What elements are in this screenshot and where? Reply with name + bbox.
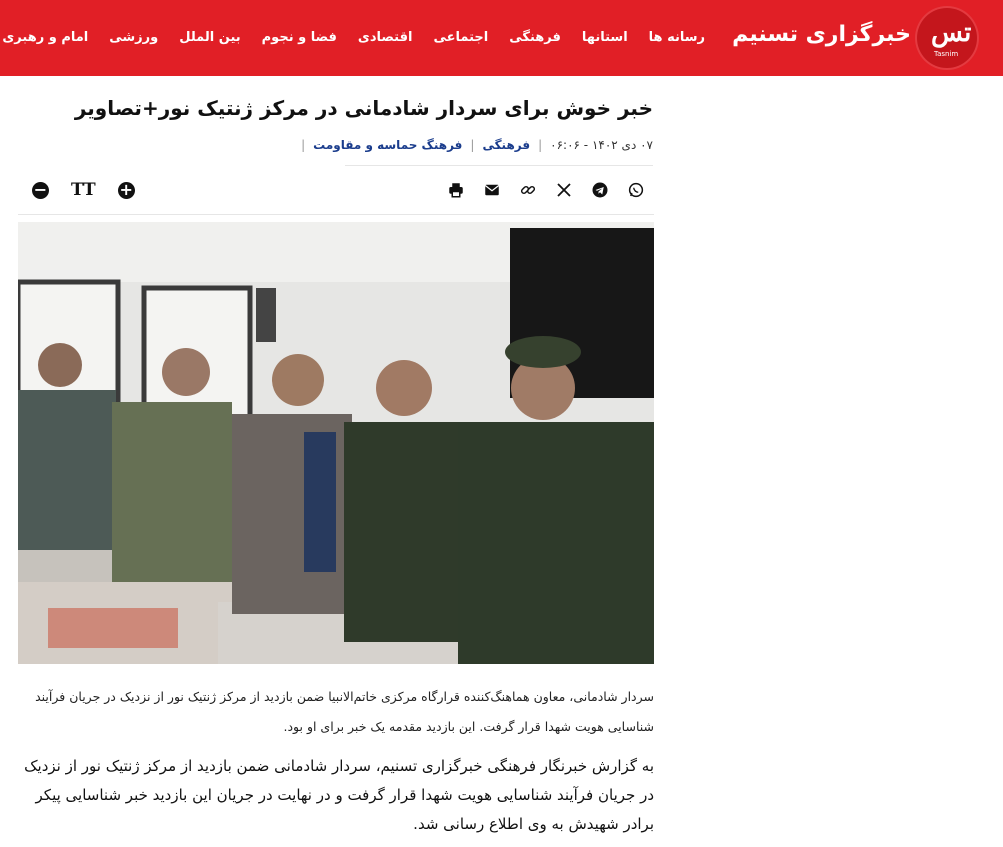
print-icon[interactable] <box>446 180 466 200</box>
article-title: خبر خوش برای سردار شادمانی در مرکز ژنتیک نور+تصاویر <box>74 96 653 120</box>
photo-caption: سردار شادمانی، معاون هماهنگ‌کننده قرارگاه مرکزی خاتم‌الانبیا ضمن بازدید از مرکز ژنتیک نور از نزدیک در جریان فرآیند شناسایی هویت شهدا قرار گرفت. این بازدید مقدمه یک خبر برای او بود. <box>35 689 654 734</box>
increase-font-button[interactable]: + <box>119 179 133 199</box>
email-icon[interactable] <box>482 180 502 200</box>
nav-item-international[interactable]: بین الملل <box>179 30 241 45</box>
tasnim-logo[interactable] <box>917 8 977 68</box>
nav-item-social[interactable]: اجتماعی <box>433 30 489 45</box>
nav-item-culture[interactable]: فرهنگی <box>509 30 561 45</box>
meta-divider: | <box>301 138 306 152</box>
divider <box>345 165 653 166</box>
nav-item-leader[interactable]: امام و رهبری <box>2 30 89 45</box>
nav-item-media[interactable]: رسانه ها <box>648 30 705 45</box>
logo-text[interactable]: خبرگزاری تسنیم <box>732 22 911 47</box>
logo-sub: Tasnim <box>934 50 959 58</box>
telegram-icon[interactable] <box>590 180 610 200</box>
tag-link[interactable]: فرهنگ حماسه و مقاومت <box>313 138 463 152</box>
nav-item-economy[interactable]: اقتصادی <box>357 30 413 45</box>
font-size-toolbar <box>32 180 135 200</box>
nav-item-sports[interactable]: ورزشی <box>109 30 159 45</box>
meta-divider: | <box>470 138 475 152</box>
meta-divider: | <box>538 138 543 152</box>
top-navbar <box>0 0 1003 76</box>
whatsapp-icon[interactable] <box>626 180 646 200</box>
divider <box>18 214 654 215</box>
nav-item-space[interactable]: فضا و نجوم <box>261 30 337 45</box>
decrease-font-button[interactable]: − <box>33 179 48 199</box>
article-date: ۰۷ دی ۱۴۰۲ - ۰۶:۰۶ <box>550 138 653 152</box>
share-toolbar <box>446 180 646 200</box>
article-meta <box>301 138 653 152</box>
category-link[interactable]: فرهنگی <box>482 138 531 152</box>
logo-mark: تس <box>931 18 972 48</box>
main-nav <box>0 30 705 45</box>
article-photo <box>18 222 654 664</box>
x-icon[interactable] <box>554 180 574 200</box>
nav-item-provinces[interactable]: استانها <box>581 30 628 45</box>
link-icon[interactable] <box>518 180 538 200</box>
font-size-icon: TT <box>71 180 96 200</box>
article-body: به گزارش خبرنگار فرهنگی خبرگزاری تسنیم، سردار شادمانی ضمن بازدید از مرکز ژنتیک نور از نزدیک در جریان فرآیند شناسایی هویت شهدا قرار گرفت و در نهایت در جریان این بازدید خبر شناسایی پیکر برادر شهیدش به وی اطلاع رسانی شد. <box>24 757 654 833</box>
